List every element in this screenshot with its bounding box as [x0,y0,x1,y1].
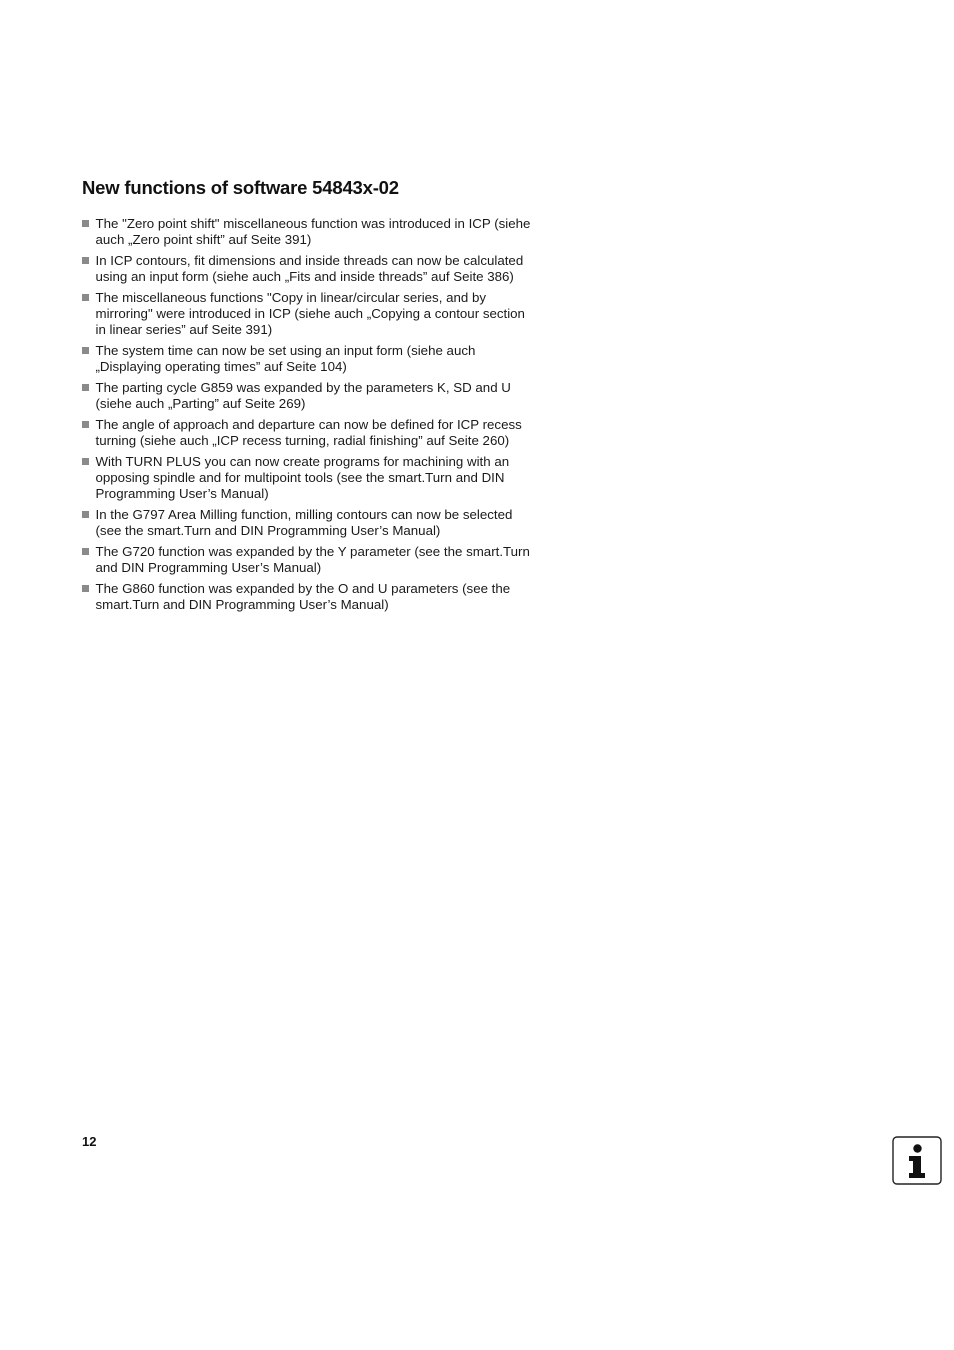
list-item [82,544,532,576]
square-bullet-icon [82,421,89,428]
square-bullet-icon [82,458,89,465]
list-item-text: The miscellaneous functions "Copy in linear/circular series, and by mirroring" were introduced in ICP (siehe auch „Copying a contour section in linear series” auf Seite 391) [95,290,525,337]
list-item-text: The parting cycle G859 was expanded by the parameters K, SD and U (siehe auch „Parting” auf Seite 269) [95,380,511,411]
list-item-text: The G860 function was expanded by the O and U parameters (see the smart.Turn and DIN Programming User’s Manual) [95,581,511,612]
list-item-text: The angle of approach and departure can now be defined for ICP recess turning (siehe auch „ICP recess turning, radial finishing” auf Seite 260) [95,417,522,448]
list-item [82,343,532,375]
info-icon [892,1136,942,1185]
square-bullet-icon [82,257,89,264]
list-item-text: In ICP contours, fit dimensions and inside threads can now be calculated using an input form (siehe auch „Fits and inside threads” auf Seite 386) [95,253,524,284]
list-item [82,380,532,412]
list-item [82,507,532,539]
list-item [82,417,532,449]
page-title: New functions of software 54843x-02 [82,177,399,198]
function-list [82,216,532,618]
square-bullet-icon [82,347,89,354]
list-item [82,581,532,613]
square-bullet-icon [82,294,89,301]
list-item [82,253,532,285]
square-bullet-icon [82,585,89,592]
list-item [82,454,532,502]
list-item-text: In the G797 Area Milling function, milling contours can now be selected (see the smart.Turn and DIN Programming User’s Manual) [95,507,513,538]
list-item [82,216,532,248]
list-item-text: With TURN PLUS you can now create programs for machining with an opposing spindle and for multipoint tools (see the smart.Turn and DIN Programming User’s Manual) [95,454,510,501]
square-bullet-icon [82,511,89,518]
square-bullet-icon [82,384,89,391]
list-item-text: The G720 function was expanded by the Y parameter (see the smart.Turn and DIN Programming User’s Manual) [95,544,530,575]
list-item [82,290,532,338]
square-bullet-icon [82,548,89,555]
page-number: 12 [82,1134,97,1149]
list-item-text: The "Zero point shift" miscellaneous function was introduced in ICP (siehe auch „Zero point shift” auf Seite 391) [95,216,531,247]
square-bullet-icon [82,220,89,227]
list-item-text: The system time can now be set using an input form (siehe auch „Displaying operating times” auf Seite 104) [95,343,476,374]
